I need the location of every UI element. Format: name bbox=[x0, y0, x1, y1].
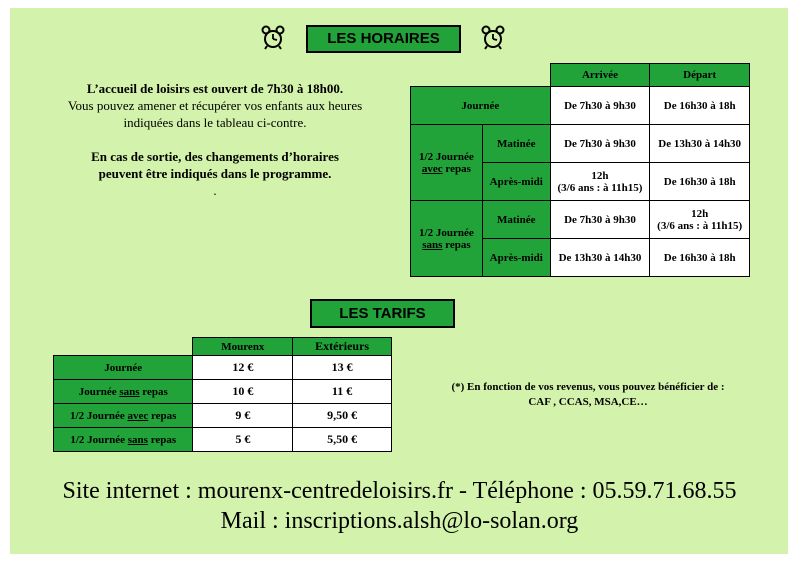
tarif-label: 1/2 Journée sans repas bbox=[54, 428, 193, 452]
tarif-exterieurs: 13 € bbox=[293, 356, 392, 380]
tarif-mourenx: 12 € bbox=[193, 356, 293, 380]
intro-line-1: L’accueil de loisirs est ouvert de 7h30 à 18h00. bbox=[86, 81, 344, 96]
tarif-row bbox=[54, 380, 392, 404]
demi-journee-avec-repas-label: 1/2 Journée avec repas bbox=[411, 125, 483, 201]
tarif-row bbox=[54, 404, 392, 428]
tarif-label: Journée bbox=[54, 356, 193, 380]
sans-apresmidi-label: Après-midi bbox=[482, 239, 550, 277]
avec-apresmidi-depart: De 16h30 à 18h bbox=[650, 163, 750, 201]
sans-matinee-label: Matinée bbox=[482, 201, 550, 239]
tarif-mourenx: 10 € bbox=[193, 380, 293, 404]
avec-matinee-depart: De 13h30 à 14h30 bbox=[650, 125, 750, 163]
tarif-exterieurs: 11 € bbox=[293, 380, 392, 404]
intro-line-2: Vous pouvez amener et récupérer vos enfants aux heures bbox=[67, 98, 363, 113]
journee-depart: De 16h30 à 18h bbox=[650, 87, 750, 125]
tarifs-table bbox=[53, 337, 392, 452]
col-arrivee-header: Arrivée bbox=[550, 64, 650, 87]
footer-mail: Mail : inscriptions.alsh@lo-solan.org bbox=[220, 508, 579, 534]
col-exterieurs-header: Extérieurs bbox=[293, 338, 392, 356]
intro-spacer bbox=[32, 131, 398, 148]
horaires-heading: LES HORAIRES bbox=[306, 25, 461, 53]
tarif-exterieurs: 5,50 € bbox=[293, 428, 392, 452]
tarif-mourenx: 5 € bbox=[193, 428, 293, 452]
journee-arrivee: De 7h30 à 9h30 bbox=[550, 87, 650, 125]
journee-label: Journée bbox=[411, 87, 551, 125]
footer-site-telephone: Site internet : mourenx-centredeloisirs.fr - Téléphone : 05.59.71.68.55 bbox=[62, 478, 737, 504]
tarif-row bbox=[54, 428, 392, 452]
tarif-row bbox=[54, 356, 392, 380]
tarif-exterieurs: 9,50 € bbox=[293, 404, 392, 428]
demi-journee-sans-repas-label: 1/2 Journée sans repas bbox=[411, 201, 483, 277]
tarifs-heading: LES TARIFS bbox=[310, 299, 455, 328]
avec-apresmidi-arrivee: 12h (3/6 ans : à 11h15) bbox=[550, 163, 650, 201]
avec-matinee-arrivee: De 7h30 à 9h30 bbox=[550, 125, 650, 163]
sans-matinee-arrivee: De 7h30 à 9h30 bbox=[550, 201, 650, 239]
avec-matinee-label: Matinée bbox=[482, 125, 550, 163]
alarm-clock-icon bbox=[260, 25, 286, 51]
intro-text bbox=[32, 80, 398, 199]
horaires-table bbox=[410, 63, 750, 277]
aides-note bbox=[418, 380, 758, 410]
intro-line-4: En cas de sortie, des changements d’horaires bbox=[91, 149, 339, 164]
col-mourenx-header: Mourenx bbox=[193, 338, 293, 356]
intro-line-5: peuvent être indiqués dans le programme. bbox=[98, 166, 332, 181]
col-depart-header: Départ bbox=[650, 64, 750, 87]
avec-apresmidi-label: Après-midi bbox=[482, 163, 550, 201]
alarm-clock-icon bbox=[480, 25, 506, 51]
tarif-label: 1/2 Journée avec repas bbox=[54, 404, 193, 428]
tarif-label: Journée sans repas bbox=[54, 380, 193, 404]
sans-matinee-depart: 12h (3/6 ans : à 11h15) bbox=[650, 201, 750, 239]
tarif-mourenx: 9 € bbox=[193, 404, 293, 428]
intro-line-6: . bbox=[213, 183, 217, 198]
note-line-2: CAF , CCAS, MSA,CE… bbox=[528, 396, 648, 408]
sans-apresmidi-depart: De 16h30 à 18h bbox=[650, 239, 750, 277]
intro-line-3: indiquées dans le tableau ci-contre. bbox=[123, 115, 307, 130]
sans-apresmidi-arrivee: De 13h30 à 14h30 bbox=[550, 239, 650, 277]
note-line-1: (*) En fonction de vos revenus, vous pouvez bénéficier de : bbox=[451, 381, 725, 393]
